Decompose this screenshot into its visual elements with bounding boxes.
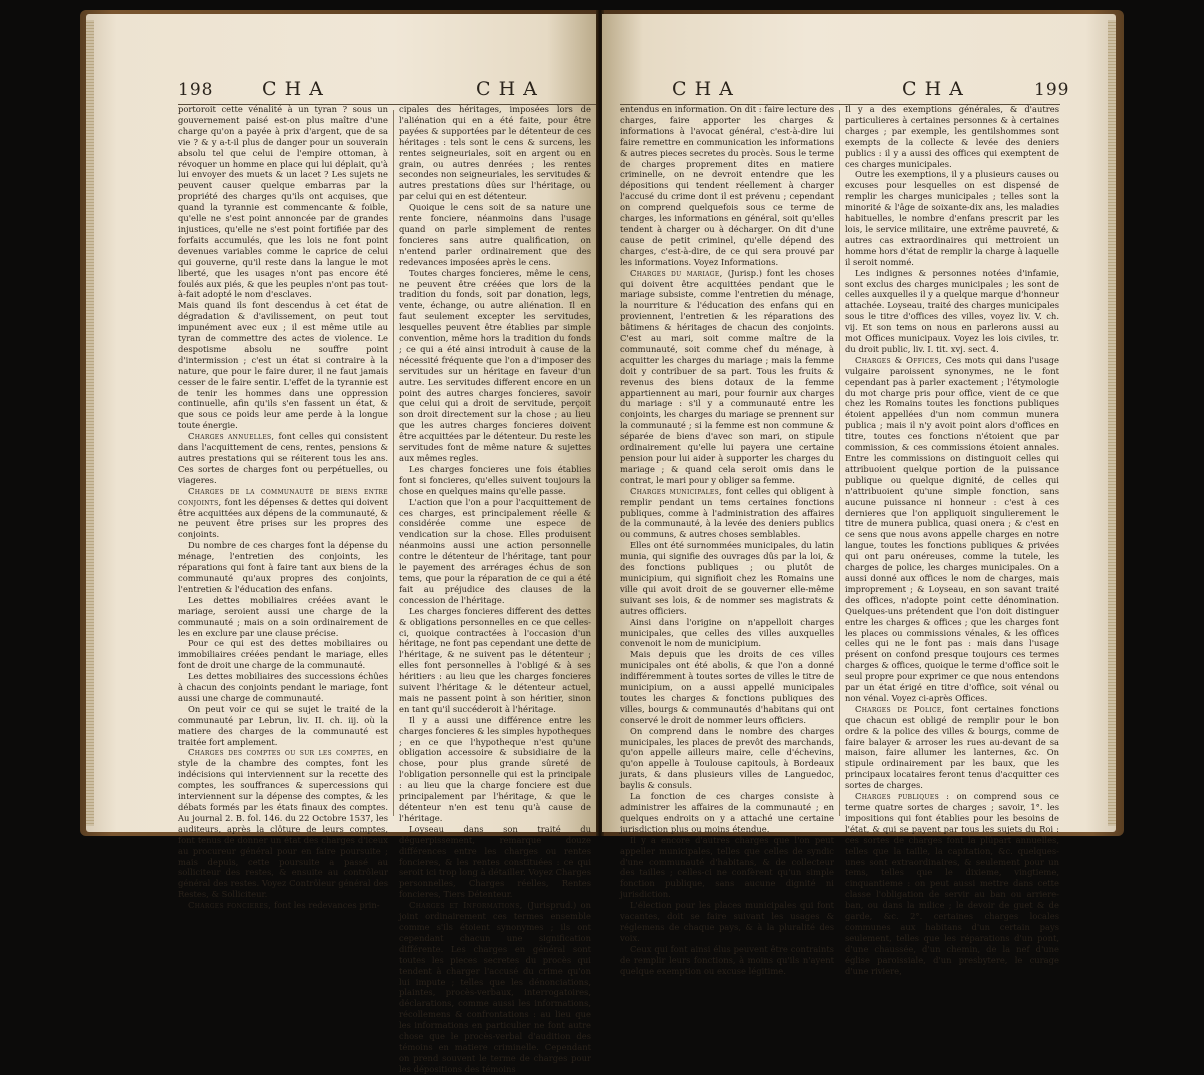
paragraph: [178, 431, 388, 486]
entry-headword: Charges annuelles,: [188, 431, 279, 442]
paragraph-text: Outre les exemptions, il y a plusieurs causes ou excuses pour lesquelles on est dispensé de remplir les charges municipales ; telles sont la minorité & l'âge de soixante-dix ans, les maladies habituelles, le nombre d'enfans prescrit par les lois, le service militaire, une extrême pauvreté, & autres cas extraordinaires qui mettroient un homme hors d'état de remplir la charge à laquelle il seroit nommé.: [845, 169, 1059, 267]
paragraph-text: font certaines fonctions que chacun est obligé de remplir pour le bon ordre & la police des villes & bourgs, comme de faire balayer & arroser les rues au-devant de sa maison, faire allumer les lanternes, &c. On stipule ordinairement par les baux, que les principaux locataires feront tenus d'acquitter ces sortes de charges.: [845, 703, 1059, 791]
page-header: [86, 78, 598, 106]
paragraph: [178, 671, 388, 704]
paragraph: [845, 169, 1059, 267]
text-column: [620, 104, 834, 976]
running-head: C H A: [672, 78, 734, 100]
entry-headword: Charges publiques :: [855, 791, 957, 802]
paragraph: [620, 791, 834, 835]
entry-headword: Charges de Police,: [855, 703, 952, 714]
paragraph: [620, 268, 834, 486]
paragraph-text: Ceux qui font ainsi élus peuvent être contraints de remplir leurs fonctions, à moins qu'ils n'ayent quelque exemption ou excuse légitime.: [620, 943, 834, 976]
paragraph-text: (Jurisp.) font les choses qui doivent être acquittées pendant que le mariage subsiste, comme l'entretien du ménage, la nourriture & l'éducation des enfans qui en proviennent, l'entretien & les réparations des bâtimens & héritages de chacun des conjoints. C'est au mari, soit comme maître de la communauté, soit comme chef du ménage, à acquitter les charges du mariage ; mais la femme doit y contribuer de sa part. Tous les fruits & revenus des biens dotaux de la femme appartiennent au mari, pour fournir aux charges du mariage : s'il y a communauté entre les conjoints, les charges du mariage se prennent sur la communauté ; si la femme est non commune & séparée de biens d'avec son mari, on stipule ordinairement qu'elle lui payera une certaine pension pour lui aider à supporter les charges du mariage ; & quand cela seroit omis dans le contrat, le mari pour y obliger sa femme.: [620, 267, 834, 485]
paragraph-text: on comprend sous ce terme quatre sortes de charges ; savoir, 1°. les impositions qui font établies pour les besoins de l'état, & qui se payent par tous les sujets du Roi : ces sortes de charges font la plûpart annuelles, telles que la taille, la capitation, &c. quelques-unes sont extraordinaires, & seulement pour un tems, telles que le dixieme, vingtieme, cinquantieme : on peut aussi mettre dans cette classe l'obligation de servir au ban ou arriere-ban, ou dans la milice ; le devoir de guet & de garde, &c. 2°. certaines charges locales communes aux habitans d'un certain pays seulement, telles que les réparations d'un pont, d'une chaussée, d'un chemin, de la nef d'une église paroissiale, d'un presbytere, le curage d'une riviere,: [845, 791, 1059, 976]
paragraph-text: Les charges foncieres different des dettes & obligations personnelles en ce que celles-ci, quoique contractées à l'occasion d'un héritage, ne font pas cependant une dette de l'héritage, & ne suivent pas le détenteur ; elles font personnelles à l'obligé & à ses héritiers : au lieu que les charges foncieres suivent l'héritage & le détenteur actuel, mais ne passent point à son héritier, sinon en tant qu'il succéderoit à l'héritage.: [399, 605, 591, 714]
paragraph-text: Mais depuis que les droits de ces villes municipales ont été abolis, & que l'on a donné indifféremment à toutes sortes de villes le titre de municipium, on a aussi appellé municipales toutes les charges & fonctions publiques des villes, bourgs & communautés d'habitans qui ont conservé le droit de nommer leurs officiers.: [620, 649, 834, 725]
paragraph-text: (Jurisprud.) on joint ordinairement ces termes ensemble comme s'ils étoient synonymes ; ils ont cependant chacun une signification différente. Les charges en général sont toutes les pieces secretes du procès qui tendent à charger l'accusé du crime qu'on lui impute ; telles que les dénonciations, plaintes, procès-verbaux, interrogatoires, déclarations, comme aussi les informations, récollemens & confrontations : au lieu que les informations en particulier ne font autre chose que le procès-verbal d'audition des témoins en matiere criminelle. Cependant on prend souvent le terme de charges pour les dépositions des témoins: [399, 900, 591, 1074]
paragraph: [845, 355, 1059, 704]
entry-headword: Charges municipales,: [630, 485, 726, 496]
entry-headword: Charges du mariage,: [630, 267, 728, 278]
paragraph-text: Toutes charges foncieres, même le cens, ne peuvent être créées que lors de la tradition du fonds, soit par donation, legs, vente, échange, ou autre aliénation. Il en faut seulement excepter les servitudes, lesquelles peuvent être établies par simple convention, même hors la tradition du fonds ; ce qui a été ainsi introduit à cause de la nécessité fréquente que l'on a d'imposer des servitudes sur un héritage en faveur d'un autre. Les servitudes different encore en un point des autres charges foncieres, savoir que celui qui a droit de servitude, perçoit son droit directement sur la chose ; au lieu que les autres charges foncieres doivent être acquittées par le détenteur. Du reste les servitudes font de même nature & sujettes aux mêmes regles.: [399, 267, 591, 463]
text-column: [178, 104, 388, 911]
paragraph-text: Les dettes mobiliaires créées avant le mariage, seroient aussi une charge de la communauté ; mais on a soin ordinairement de les en exclure par une clause précise.: [178, 594, 388, 638]
paragraph-text: Mais quand ils font descendus à cet état de dégradation & d'avilissement, on peut tout impunément avec eux ; il est même utile au tyran de commettre des actes de violence. Le despotisme absolu ne souffre point d'intermission ; c'est un état si contraire à la nature, que pour le faire durer, il ne faut jamais cesser de le faire sentir. L'effet de la tyrannie est de tenir les hommes dans une oppression continuelle, afin qu'ils s'en fassent un état, & que sous ce poids leur ame perde à la longue toute énergie.: [178, 300, 388, 431]
paragraph-text: cipales des héritages, imposées lors de l'aliénation qui en a été faite, pour être payées & supportées par le détenteur de ces héritages : tels sont le cens & surcens, les rentes seigneuriales, soit en argent ou en grain, ou autres denrées ; les rentes secondes non seigneuriales, les servitudes & autres prestations dûes sur l'héritage, ou par celui qui en est détenteur.: [399, 104, 591, 202]
entry-headword: Charges des comptes ou sur les comptes,: [188, 747, 378, 758]
text-column: [845, 104, 1059, 976]
paragraph-text: L'élection pour les places municipales qui font vacantes, doit se faire suivant les usages & réglemens de chaque pays, & à la pluralité des voix.: [620, 900, 834, 943]
column-divider: [393, 110, 394, 816]
paragraph-text: font celles qui consistent dans l'acquittement de cens, rentes, pensions & autres prestations qui se réiterent tous les ans. Ces sortes de charges font ou perpétuelles, ou viageres.: [178, 431, 388, 485]
page-edge: [86, 20, 94, 826]
paragraph: [399, 104, 591, 202]
running-head: C H A: [476, 78, 538, 100]
paragraph: [178, 595, 388, 639]
paragraph-text: Il y a encore d'autres charges que l'on peut appeller municipales, telles que celles de syndic d'une communauté d'habitans, & de collecteur des tailles ; celles-ci ne confèrent qu'un simple fonction publique, sans aucune dignité ni jurisdiction.: [620, 834, 834, 900]
paragraph-text: font les dépenses & dettes qui doivent être acquittées aux dépens de la communauté, & ne peuvent être prises sur les propres des conjoints.: [178, 496, 388, 540]
paragraph-text: Loyseau dans son traité du déguerpissement, remarque douze différences entre les charges ou rentes foncieres, & les rentes constituées : ce qui seroit ici trop long à détailler. Voyez Charges personnelles, Charges réelles, Rentes foncieres, Tiers Détenteur.: [399, 823, 591, 900]
paragraph: [178, 486, 388, 541]
paragraph-text: On peut voir ce qui se sujet le traité de la communauté par Lebrun, liv. II. ch. iij. où la matiere des charges de la communauté est traitée fort amplement.: [178, 703, 388, 747]
paragraph: [845, 268, 1059, 355]
paragraph-text: Les dettes mobiliaires des successions échûes à chacun des conjoints pendant le mariage, font aussi une charge de communauté.: [178, 671, 388, 703]
paragraph: [178, 747, 388, 900]
paragraph-text: La fonction de ces charges consiste à administrer les affaires de la communauté ; en quelques endroits on y a attaché une certaine jurisdiction plus ou moins étendue.: [620, 791, 834, 834]
paragraph-text: font les redevances prin-: [274, 900, 380, 911]
paragraph-text: Les indignes & personnes notées d'infamie, sont exclus des charges municipales ; les sont de celles auxquelles il y a quelque marque d'honneur attachée. Loyseau, traité des charges municipales sous le titre d'offices des villes, voyez liv. V. ch. vij. Et son tems on nous en parlerons aussi au mot Offices municipaux. Voyez les lois civiles, tr. du droit public, liv. I. tit. xvj. sect. 4.: [845, 267, 1059, 354]
paragraph: [845, 704, 1059, 791]
paragraph: [178, 704, 388, 748]
paragraph: [620, 944, 834, 977]
entry-headword: Charges & Offices,: [855, 354, 946, 365]
paragraph-text: font celles qui obligent à remplir pendant un tems certaines fonctions publiques, comme à l'administration des affaires de la communauté, à la levée des deniers publics ou communs, & autres choses semblables.: [620, 485, 834, 540]
page-number: 198: [178, 80, 214, 100]
paragraph: [399, 202, 591, 267]
entry-headword: Charges de la communauté de biens entre conjoints,: [178, 485, 388, 507]
paragraph-text: Ainsi dans l'origine on n'appelloit charges municipales, que celles des villes auxquelles convenoit le nom de municipium.: [620, 616, 834, 649]
text-column: [399, 104, 591, 1074]
paragraph-text: L'action que l'on a pour l'acquittement de ces charges, est principalement réelle & considérée comme une espece de vendication sur la chose. Elles produisent néanmoins aussi une action personnelle contre le détenteur de l'héritage, tant pour le payement des arrérages échus de son tems, que pour la réparation de ce qui a été fait au préjudice des clauses de la concession de l'héritage.: [399, 496, 591, 605]
paragraph: [845, 791, 1059, 976]
paragraph: [399, 606, 591, 715]
paragraph: [399, 715, 591, 824]
paragraph: [399, 268, 591, 464]
paragraph-text: en style de la chambre des comptes, font les indécisions qui interviennent sur la recette des comptes, les souffrances & supercessions qui interviennent sur la dépense des comptes, & les débats formés par les états finaux des comptes. Au journal 2. B. fol. 146. du 22 Octobre 1537, les auditeurs, après la clôture de leurs comptes, font tenus de donner un état des charges d'iceux au procureur général pour en faire poursuite ; mais depuis, cette poursuite a passé au solliciteur des restes, & ensuite au contrôleur général des restes. Voyez Contrôleur général des Restes, & Solliciteur.: [178, 747, 388, 900]
paragraph-text: Quoique le cens soit de sa nature une rente fonciere, néanmoins dans l'usage quand on parle simplement de rentes foncieres sans autre qualification, on n'entend parler ordinairement que des redevances imposées après le cens.: [399, 202, 591, 267]
running-head: C H A: [262, 78, 324, 100]
paragraph: [620, 649, 834, 725]
paragraph: [620, 104, 834, 268]
paragraph-text: On comprend dans le nombre des charges municipales, les places de prevôt des marchands, qu'on appelle ailleurs maire, celle d'échevins, qu'on appelle à Toulouse capitouls, à Bordeaux jurats, & dans plusieurs villes de Languedoc, baylis & consuls.: [620, 725, 834, 791]
left-page: [86, 14, 598, 1074]
paragraph: [178, 300, 388, 431]
page-header: [602, 78, 1116, 106]
paragraph-text: Elles ont été surnommées municipales, du latin munia, qui signifie des ouvrages dûs par la loi, & des fonctions publiques ; ou plutôt de municipium, qui signifioit chez les Romains une ville qui avoit droit de se gouverner elle-même suivant ses lois, & de nommer ses magistrats & autres officiers.: [620, 540, 834, 616]
paragraph: [620, 835, 834, 900]
paragraph-text: Il y a des exemptions générales, & d'autres particulieres à certaines personnes & à certaines charges ; par exemple, les gentilshommes sont exempts de la collecte & levée des deniers publics : il y a aussi des offices qui exemptent de ces charges municipales.: [845, 104, 1059, 169]
paragraph-text: Pour ce qui est des dettes mobiliaires ou immobiliaires créées pendant le mariage, elles font de droit une charge de la communauté.: [178, 638, 388, 671]
paragraph: [399, 824, 591, 900]
paragraph: [620, 726, 834, 791]
paragraph-text: Du nombre de ces charges font la dépense du ménage, l'entretien des conjoints, les réparations qui font à faire tant aux biens de la communauté qu'aux propres des conjoints, l'entretien & l'éducation des enfans.: [178, 540, 388, 594]
paragraph: [178, 900, 388, 911]
paragraph: [178, 540, 388, 595]
paragraph: [178, 104, 388, 300]
paragraph-text: portoroit cette vénalité à un tyran ? sous un gouvernement paisé est-on plus maître d'une charge qu'on a payée à prix d'argent, que de sa vie ? & y a-t-il plus de danger pour un souverain absolu tel que celui de l'empire ottoman, à révoquer un homme en place qui lui déplait, qu'à lui envoyer des muets & un lacet ? Les sujets ne peuvent causer quelque embarras par la propriété des charges qu'ils ont acquises, que quand la tyrannie est commencante & foible, qu'elle ne s'est point annoncée par de grandes injustices, qu'elle ne s'est point fortifiée par des forfaits accumulés, que les lois ne font point devenues variables comme le caprice de celui qui gouverne, qu'il reste dans la langue le mot liberté, que les usages n'ont pas encore été foulés aux piés, & que les peuples n'ont pas tout-à-fait adopté le nom d'esclaves.: [178, 104, 388, 300]
paragraph: [399, 900, 591, 1075]
paragraph-text: entendus en information. On dit : faire lecture des charges, faire apporter les charges & informations à l'avocat général, c'est-à-dire lui faire remettre en communication les informations & autres pieces secretes du procès. Sous le terme de charges proprement dites en matiere criminelle, on ne devroit entendre que les dépositions qui tendent réellement à charger l'accusé du crime dont il est prévenu ; cependant on comprend quelquefois sous ce terme de charges, les informations en général, soit qu'elles tendent à charger ou à décharger. On dit d'une cause de petit criminel, qu'elle dépend des charges, c'est-à-dire, de ce qui sera prouvé par les informations. Voyez Informations.: [620, 104, 834, 267]
entry-headword: Charges et Informations,: [409, 900, 528, 911]
paragraph: [620, 617, 834, 650]
paragraph-text: Ces mots qui dans l'usage vulgaire paroissent synonymes, ne le font cependant pas à parler exactement ; l'étymologie du mot charge pris pour office, vient de ce que chez les Romains toutes les fonctions publiques étoient appellées d'un nom commun munera publica ; mais il n'y avoit point alors d'offices en titre, toutes ces fonctions n'étoient que par commission, & ces commissions étoient annales. Entre les commissions on distinguoit celles qui attribuoient quelque portion de la puissance publique ou quelque dignité, de celles qui n'attribuoient qu'une simple fonction, sans aucune puissance ni honneur : c'est à ces dernieres que l'on appliquoit singulierement le titre de munera publica, quasi onera ; & c'est en ce sens que nous avons appelle charges en notre langue, toutes les fonctions publiques & privées qui ont paru onéreuses, comme la tutele, les charges de police, les charges municipales. On a aussi donné aux offices le nom de charges, mais improprement ; & Loyseau, en son savant traité des offices, n'adopte point cette dénomination. Quelques-uns prétendent que l'on doit distinguer entre les charges & offices ; que les charges font les places ou commissions vénales, & les offices celles qui ne le font pas : mais dans l'usage présent on confond presque toujours ces termes charges & offices, quoique le terme d'office soit le seul propre pour exprimer ce que nous entendons par un état érigé en titre d'office, soit vénal ou non vénal. Voyez ci-après Offices.: [845, 354, 1059, 703]
running-head: C H A: [902, 78, 964, 100]
paragraph: [620, 540, 834, 616]
page-edge: [1108, 20, 1116, 826]
paragraph: [399, 464, 591, 497]
column-divider: [839, 110, 840, 816]
page-number: 199: [1034, 80, 1070, 100]
paragraph: [178, 638, 388, 671]
right-page: [602, 14, 1116, 976]
paragraph: [845, 104, 1059, 169]
paragraph-text: Les charges foncieres une fois établies font si foncieres, qu'elles suivent toujours la chose en quelques mains qu'elle passe.: [399, 463, 591, 496]
paragraph-text: Il y a aussi une différence entre les charges foncieres & les simples hypotheques ; en ce que l'hypotheque n'est qu'une obligation accessoire & subsidiaire de la chose, pour plus grande sûreté de l'obligation personnelle qui est la principale : au lieu que la charge fonciere est due principalement par l'héritage, & que le détenteur n'en est tenu qu'à cause de l'héritage.: [399, 714, 591, 823]
paragraph: [620, 486, 834, 541]
paragraph: [620, 900, 834, 944]
entry-headword: Charges foncieres,: [188, 900, 275, 911]
paragraph: [399, 497, 591, 606]
